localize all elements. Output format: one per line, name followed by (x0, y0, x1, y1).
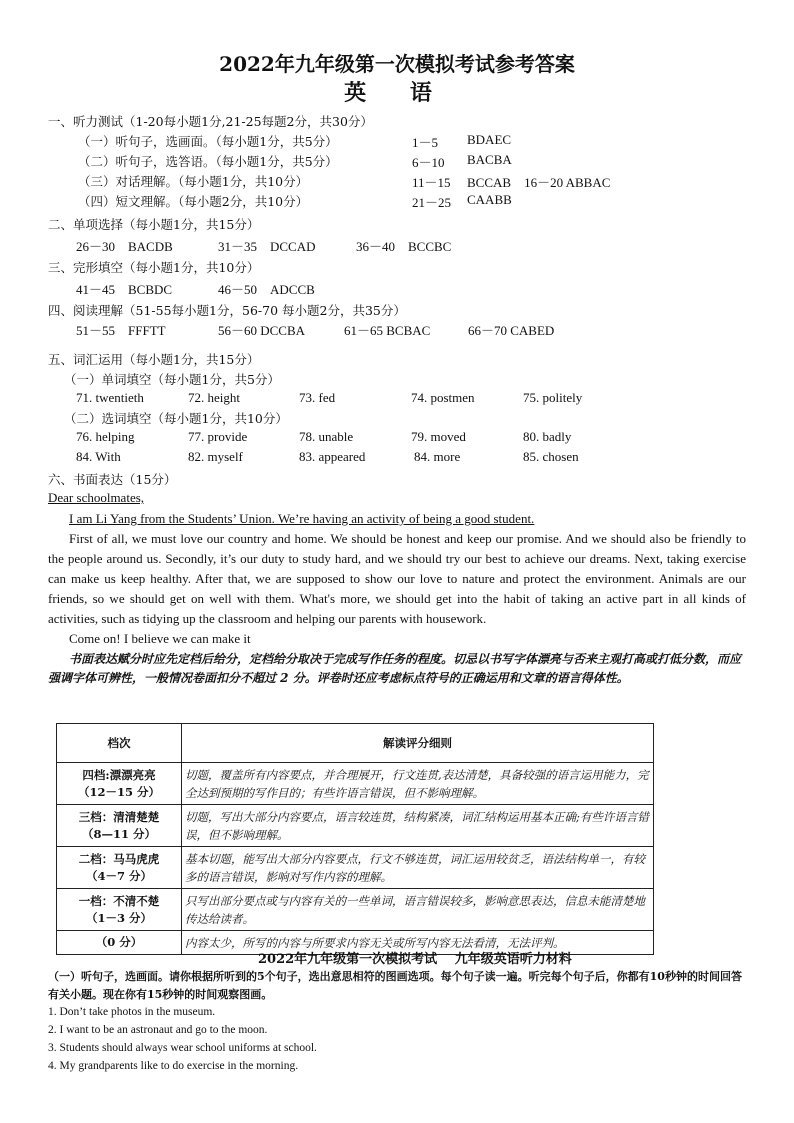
sec5-sub2: （二）选词填空（每小题1分，共10分） (64, 411, 288, 426)
table-row (57, 763, 654, 805)
sec1-row-label: （一）听句子，选画面。（每小题1分，共5分） (78, 134, 338, 149)
sec5-answer: 72. height (188, 390, 240, 405)
table-header-row (57, 724, 654, 763)
essay-greeting: Dear schoolmates, (48, 490, 145, 505)
sec1-row-answer: CAABB (467, 192, 512, 207)
listening-line: 2. I want to be an astronaut and go to the moon. (48, 1024, 268, 1036)
sec3-answer: 46－50 ADCCB (218, 282, 315, 297)
grade-level-score: （4－7 分） (85, 868, 152, 883)
table-row (57, 847, 654, 889)
table-header: 解读评分细则 (182, 724, 654, 763)
section-1-heading: 一、听力测试（1-20每小题1分,21-25每题2分，共30分） (48, 114, 373, 129)
listening-line: 3. Students should always wear school uniforms at school. (48, 1042, 317, 1054)
sec2-answer: 26－30 BACDB (76, 239, 173, 254)
grade-level-name: 三档：清清楚楚 (78, 809, 160, 824)
sec5-answer: 83. appeared (299, 449, 366, 464)
sec1-row-label: （三）对话理解。（每小题1分，共10分） (78, 174, 309, 189)
section-4-heading: 四、阅读理解（51-55每小题1分，56-70 每小题2分，共35分） (48, 303, 406, 318)
section-6-heading: 六、书面表达（15分） (48, 472, 177, 487)
sec1-row-label: （四）短文理解。（每小题2分，共10分） (78, 194, 309, 209)
sec5-answer: 78. unable (299, 429, 354, 444)
grade-description: 切题，写出大部分内容要点，语言较连贯，结构紧凑，词汇结构运用基本正确;有些许语言错误，但不影响理解。 (182, 805, 654, 847)
sec5-answer: 71. twentieth (76, 390, 144, 405)
sec4-answer: 61－65 BCBAC (344, 323, 431, 338)
section-3-heading: 三、完形填空（每小题1分，共10分） (48, 260, 260, 275)
listening-title: 2022年九年级第一次模拟考试 九年级英语听力材料 (258, 952, 572, 967)
section-5-heading: 五、词汇运用（每小题1分，共15分） (48, 352, 260, 367)
sec5-answer: 82. myself (188, 449, 243, 464)
sec5-answer: 76. helping (76, 429, 135, 444)
sec3-answer: 41－45 BCBDC (76, 282, 173, 297)
table-row (57, 889, 654, 931)
grade-level-name: 二档：马马虎虎 (78, 851, 160, 866)
sec1-row-answer: BCCAB 16－20 ABBAC (467, 175, 611, 190)
sec5-answer: 75. politely (523, 390, 583, 405)
subject-title: 英 语 (344, 80, 450, 106)
sec5-answer: 84. With (76, 449, 121, 464)
sec4-answer: 51－55 FFFTT (76, 323, 166, 338)
grade-level (57, 847, 182, 889)
sec1-row-range: 21－25 (412, 195, 452, 210)
grade-level (57, 763, 182, 805)
essay-intro: I am Li Yang from the Students’ Union. We’re having an activity of being a good student. (69, 511, 535, 526)
section-2-heading: 二、单项选择（每小题1分，共15分） (48, 217, 260, 232)
sec4-answer: 66－70 CABED (468, 323, 555, 338)
page-title: 2022年九年级第一次模拟考试参考答案 (219, 52, 575, 76)
listening-intro: （一）听句子，选画面。请你根据所听到的5个句子，选出意思相符的图画选项。每个句子读一遍。听完每个句子后，你都有10秒钟的时间回答有关小题。现在你有15秒钟的时间观察图画。 (48, 970, 742, 1001)
grade-level (57, 889, 182, 931)
table-header: 档次 (57, 724, 182, 763)
listening-line: 4. My grandparents like to do exercise in the morning. (48, 1060, 299, 1072)
grade-description: 内容太少，所写的内容与所要求内容无关或所写内容无法看清，无法评判。 (182, 931, 654, 955)
sec2-answer: 31－35 DCCAD (218, 239, 316, 254)
grade-level-score: （8—11 分） (81, 826, 156, 841)
sec5-answer: 74. postmen (411, 390, 475, 405)
essay-closing: Come on! I believe we can make it (69, 631, 251, 646)
sec4-answer: 56－60 DCCBA (218, 323, 306, 338)
grading-note: 书面表达赋分时应先定档后给分，定档给分取决于完成写作任务的程度。切忌以书写字体漂亮与否来主观打高或打低分数，而应强调字体可辨性，一般情况卷面扣分不超过 2 分。评卷时还应考虑标点符号的正确运用和文章的语言得体性。 (48, 652, 742, 685)
grade-level-score: （0 分） (57, 931, 182, 955)
sec1-row-label: （二）听句子，选答语。（每小题1分，共5分） (78, 154, 338, 169)
grade-level (57, 805, 182, 847)
sec5-answer: 84. more (414, 449, 461, 464)
sec1-row-answer: BDAEC (467, 132, 512, 147)
grade-level-score: （1－3 分） (85, 910, 152, 925)
sec1-row-answer: BACBA (467, 152, 512, 167)
listening-line: 1. Don’t take photos in the museum. (48, 1006, 216, 1018)
grading-table (56, 723, 654, 955)
sec2-answer: 36－40 BCCBC (356, 239, 452, 254)
grade-level-score: （12－15 分） (77, 784, 160, 799)
sec5-answer: 73. fed (299, 390, 336, 405)
sec5-answer: 85. chosen (523, 449, 579, 464)
sec5-answer: 79. moved (411, 429, 466, 444)
essay-body: First of all, we must love our country and home. We should be honest and keep our promise. And we should also be friendly to the people around us. Secondly, it’s our duty to study hard, and we should try our best to achieve our dreams. Next, taking exercise can make us keep healthy. After that, we are supposed to show our love to nature and protect the environment. Animals are our friends, so we should get on well with them. What's more, we should get into the habit of taking an active part in all kinds of activities, such as tidying up the classroom and helping our parents with housework. (48, 531, 746, 626)
grade-description: 切题，覆盖所有内容要点，并合理展开，行文连贯,表达清楚，具备较强的语言运用能力，完全达到预期的写作目的；有些许语言错误，但不影响理解。 (182, 763, 654, 805)
grade-description: 只写出部分要点或与内容有关的一些单词，语言错误较多，影响意思表达，信息未能清楚地传达给读者。 (182, 889, 654, 931)
sec5-answer: 77. provide (188, 429, 248, 444)
grade-description: 基本切题，能写出大部分内容要点，行文不够连贯，词汇运用较贫乏，语法结构单一，有较多的语言错误，影响对写作内容的理解。 (182, 847, 654, 889)
grade-level-name: 一档：不清不楚 (78, 893, 160, 908)
sec1-row-range: 6－10 (412, 155, 445, 170)
sec1-row-range: 11－15 (412, 175, 451, 190)
table-row (57, 805, 654, 847)
sec5-sub1: （一）单词填空（每小题1分，共5分） (64, 372, 280, 387)
grade-level-name: 四档:漂漂亮亮 (82, 767, 156, 782)
sec5-answer: 80. badly (523, 429, 572, 444)
sec1-row-range: 1－5 (412, 135, 439, 150)
